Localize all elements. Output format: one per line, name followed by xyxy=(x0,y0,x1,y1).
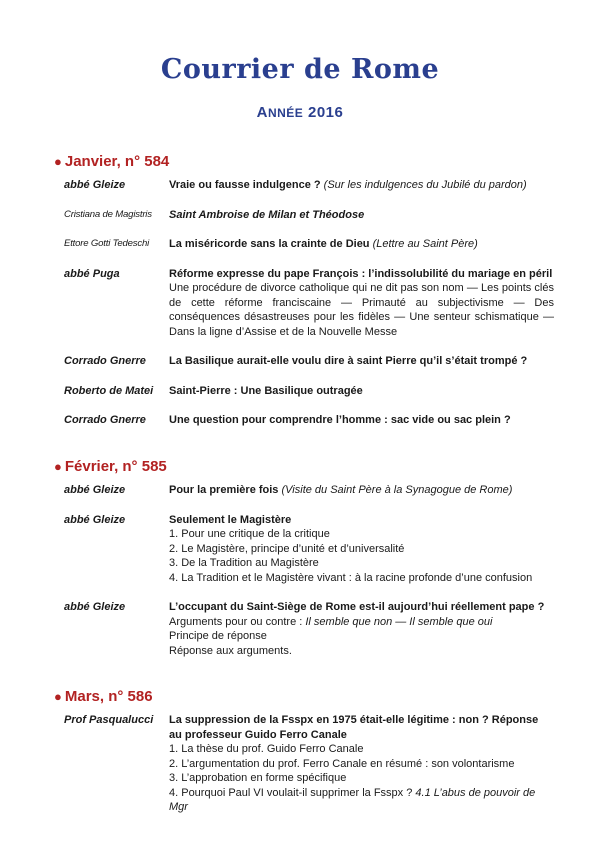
article-author: abbé Gleize xyxy=(64,601,126,613)
article-title: Saint-Pierre : Une Basilique outragée xyxy=(169,384,363,397)
article-author: abbé Gleize xyxy=(64,179,126,191)
bullet-icon: ● xyxy=(54,459,62,474)
article-subtitle: (Visite du Saint Père à la Synagogue de Rome) xyxy=(281,484,513,496)
article-entry xyxy=(54,208,554,223)
bullet-icon: ● xyxy=(54,689,62,704)
article-author: Corrado Gnerre xyxy=(64,355,146,367)
list-item: 4. La Tradition et le Magistère vivant : à la racine profonde d’une confusion xyxy=(169,571,533,584)
article-author: Corrado Gnerre xyxy=(64,414,146,426)
bullet-icon: ● xyxy=(54,154,62,169)
article-entry xyxy=(54,513,554,586)
section-heading: ● Mars, n° 586 xyxy=(54,688,153,705)
list-item: Arguments pour ou contre : Il semble que non — Il semble que oui xyxy=(169,615,493,628)
section-heading: ● Février, n° 585 xyxy=(54,458,167,475)
article-entry xyxy=(54,483,554,498)
article-title: Pour la première fois xyxy=(169,484,279,496)
article-entry xyxy=(54,713,554,815)
article-author: Cristiana de Magistris xyxy=(64,208,152,220)
article-title: Seulement le Magistère xyxy=(169,513,292,526)
list-item: Réponse aux arguments. xyxy=(169,644,292,657)
article-title: La Basilique aurait-elle voulu dire à saint Pierre qu’il s’était trompé ? xyxy=(169,355,528,367)
article-author: Prof Pasqualucci xyxy=(64,714,154,726)
article-entry xyxy=(54,600,554,658)
section-mars xyxy=(54,687,554,815)
article-entry xyxy=(54,354,554,369)
section-heading: ● Janvier, n° 584 xyxy=(54,153,170,170)
article-title: Une question pour comprendre l’homme : sac vide ou sac plein ? xyxy=(169,414,511,426)
article-author: abbé Gleize xyxy=(64,484,126,496)
article-title: Saint Ambroise de Milan et Théodose xyxy=(169,208,365,221)
article-title: L’occupant du Saint-Siège de Rome est-il aujourd’hui réellement pape ? xyxy=(169,601,545,613)
list-item: 3. L’approbation en forme spécifique xyxy=(169,772,347,784)
article-title: Vraie ou fausse indulgence ? xyxy=(169,179,321,191)
article-title: Réforme expresse du pape François : l’indissolubilité du mariage en péril xyxy=(169,267,553,280)
article-entry xyxy=(54,384,554,399)
article-author: abbé Gleize xyxy=(64,513,126,526)
article-author: abbé Puga xyxy=(64,267,120,280)
article-description: Une procédure de divorce catholique qui ne dit pas son nom — Les points clés de cette réforme franciscaine — Primauté au subjectivisme — Des conséquences désastreuses pour les fidèles — Une senteur schismatique — Dans la ligne d’Assise et de la Nouvelle Messe xyxy=(169,282,554,338)
year-heading: ANNÉE 2016 xyxy=(256,104,344,121)
list-item: 2. L’argumentation du prof. Ferro Canale en résumé : son volontarisme xyxy=(169,757,515,770)
list-item: 1. Pour une critique de la critique xyxy=(169,528,330,540)
section-janvier xyxy=(54,152,554,428)
article-author: Ettore Gotti Tedeschi xyxy=(64,238,150,249)
article-subtitle: (Lettre au Saint Père) xyxy=(372,238,478,250)
article-subtitle: (Sur les indulgences du Jubilé du pardon) xyxy=(323,179,527,191)
article-entry xyxy=(54,178,554,193)
masthead-title: Courrier de Rome xyxy=(160,54,440,85)
article-title: La suppression de la Fsspx en 1975 était-elle légitime : non ? Réponse au professeur Guido Ferro Canale xyxy=(169,714,539,741)
list-item: 4. Pourquoi Paul VI voulait-il supprimer la Fsspx ? 4.1 L’abus de pouvoir de Mgr xyxy=(169,786,536,813)
article-title: La miséricorde sans la crainte de Dieu xyxy=(169,238,370,250)
list-item: 1. La thèse du prof. Guido Ferro Canale xyxy=(169,743,364,755)
section-fevrier xyxy=(54,457,554,658)
article-author: Roberto de Matei xyxy=(64,384,154,397)
article-entry xyxy=(54,413,554,428)
article-entry xyxy=(54,237,554,252)
list-item: 3. De la Tradition au Magistère xyxy=(169,557,319,569)
list-item: Principe de réponse xyxy=(169,630,267,642)
list-item: 2. Le Magistère, principe d’unité et d’universalité xyxy=(169,542,405,555)
article-entry xyxy=(54,267,554,340)
